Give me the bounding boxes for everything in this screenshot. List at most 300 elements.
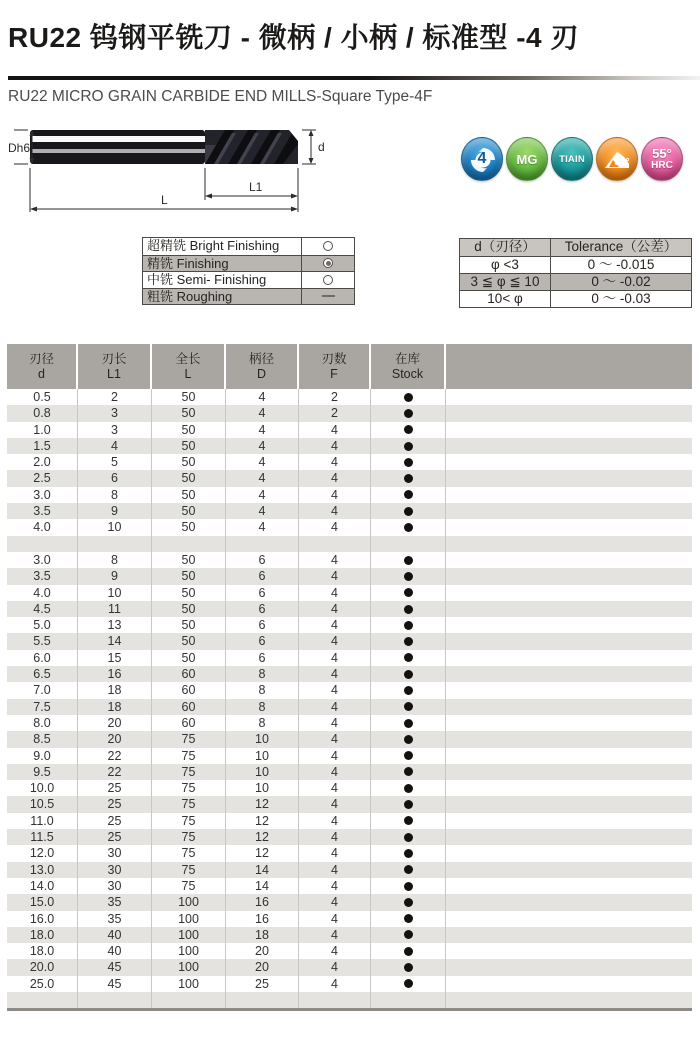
header-en-label: L — [184, 366, 192, 381]
table-row — [7, 633, 692, 649]
spec-cell: 12 — [226, 813, 299, 829]
spec-cell: 50 — [152, 470, 226, 486]
spec-cell: 18 — [78, 699, 152, 715]
spec-cell: 4 — [299, 601, 371, 617]
spec-cell — [446, 845, 692, 861]
spec-cell: 50 — [152, 519, 226, 535]
spec-cell: 50 — [152, 438, 226, 454]
spec-cell: 10 — [78, 519, 152, 535]
spec-cell: 10 — [226, 731, 299, 747]
spec-cell — [371, 796, 446, 812]
spec-cell: 20 — [226, 959, 299, 975]
spec-cell: 4 — [299, 699, 371, 715]
spec-cell: 4 — [299, 650, 371, 666]
table-row — [7, 813, 692, 829]
helix-angle-badge — [596, 137, 638, 181]
spec-cell — [371, 748, 446, 764]
finishing-row — [143, 288, 354, 305]
spec-cell: 75 — [152, 731, 226, 747]
spec-cell: 10 — [78, 585, 152, 601]
spec-cell: 4 — [299, 845, 371, 861]
spec-cell: 75 — [152, 878, 226, 894]
spec-cell — [446, 519, 692, 535]
spec-cell: 50 — [152, 422, 226, 438]
spec-cell: 1.0 — [7, 422, 78, 438]
flute-section — [205, 130, 298, 164]
spec-cell — [446, 682, 692, 698]
spec-cell — [371, 682, 446, 698]
tolerance-table — [459, 238, 692, 308]
spec-cell: 10 — [226, 748, 299, 764]
spec-cell: 75 — [152, 845, 226, 861]
spec-cell: 0.5 — [7, 389, 78, 405]
spec-cell: 6 — [226, 601, 299, 617]
table-row — [7, 959, 692, 975]
spec-cell — [78, 992, 152, 1008]
spec-cell: 5.0 — [7, 617, 78, 633]
spec-cell — [371, 470, 446, 486]
tolerance-header-tolerance: Tolerance（公差） — [550, 239, 691, 256]
spec-cell — [446, 878, 692, 894]
in-stock-dot-icon — [404, 898, 413, 907]
spec-cell: 4 — [299, 519, 371, 535]
spec-cell: 3.5 — [7, 568, 78, 584]
finishing-row — [143, 271, 354, 288]
spec-cell: 60 — [152, 666, 226, 682]
spec-cell — [446, 650, 692, 666]
spec-cell — [446, 862, 692, 878]
spec-cell — [446, 699, 692, 715]
spec-cell: 75 — [152, 780, 226, 796]
spec-cell — [446, 666, 692, 682]
spec-cell: 40 — [78, 927, 152, 943]
tolerance-value: 0 ～ -0.03 — [550, 291, 691, 307]
spec-cell: 3 — [78, 422, 152, 438]
spec-cell: 4 — [299, 764, 371, 780]
spec-cell: 75 — [152, 829, 226, 845]
spec-cell: 4 — [226, 405, 299, 421]
spec-cell — [371, 405, 446, 421]
spec-cell: 4 — [299, 633, 371, 649]
spec-cell: 6 — [226, 552, 299, 568]
spec-cell: 50 — [152, 503, 226, 519]
spec-cell: 20 — [78, 715, 152, 731]
spec-cell: 5 — [78, 454, 152, 470]
spec-cell: 13.0 — [7, 862, 78, 878]
header-en-label: Stock — [391, 366, 424, 381]
tolerance-value: 0 ～ -0.015 — [550, 257, 691, 273]
spec-cell: 4 — [299, 585, 371, 601]
spec-cell: 18.0 — [7, 943, 78, 959]
spec-cell — [446, 780, 692, 796]
spec-cell: 18 — [78, 682, 152, 698]
in-stock-dot-icon — [404, 784, 413, 793]
spec-cell: 2 — [78, 389, 152, 405]
spec-cell: 4 — [226, 422, 299, 438]
spec-cell: 50 — [152, 552, 226, 568]
spec-table — [7, 344, 692, 1011]
in-stock-dot-icon — [404, 767, 413, 776]
spec-cell: 4 — [299, 780, 371, 796]
table-row — [7, 666, 692, 682]
table-row — [7, 894, 692, 910]
spec-cell: 6.0 — [7, 650, 78, 666]
in-stock-dot-icon — [404, 425, 413, 434]
in-stock-dot-icon — [404, 621, 413, 630]
in-stock-dot-icon — [404, 702, 413, 711]
not-available-dash-icon — [322, 295, 335, 297]
hardness-unit-label: HRC — [651, 160, 673, 171]
spec-table-bottom-border — [7, 1008, 692, 1011]
coating-label: TIAIN — [559, 153, 585, 165]
flutes-4-badge — [461, 137, 503, 181]
table-row — [7, 927, 692, 943]
spec-cell: 4.0 — [7, 519, 78, 535]
available-circle-icon — [323, 241, 333, 251]
table-row — [7, 650, 692, 666]
tolerance-header-diameter: d（刃径） — [474, 239, 536, 254]
spec-cell — [371, 438, 446, 454]
helix-angle-label: 35° — [614, 156, 630, 168]
in-stock-dot-icon — [404, 882, 413, 891]
hardness-badge — [641, 137, 683, 181]
spec-cell — [371, 519, 446, 535]
table-row — [7, 405, 692, 421]
spec-cell: 30 — [78, 862, 152, 878]
spec-cell: 100 — [152, 943, 226, 959]
table-row — [7, 764, 692, 780]
spec-cell — [371, 389, 446, 405]
in-stock-dot-icon — [404, 800, 413, 809]
spec-cell — [371, 585, 446, 601]
spec-cell — [371, 862, 446, 878]
spec-cell — [446, 503, 692, 519]
spec-cell: 4 — [299, 862, 371, 878]
spec-cell: 0.8 — [7, 405, 78, 421]
spec-cell: 11 — [78, 601, 152, 617]
shank-body — [30, 130, 205, 164]
spec-cell: 16 — [78, 666, 152, 682]
spec-cell: 4 — [299, 422, 371, 438]
spec-cell — [446, 470, 692, 486]
in-stock-dot-icon — [404, 735, 413, 744]
table-row — [7, 568, 692, 584]
in-stock-dot-icon — [404, 507, 413, 516]
spec-cell: 8 — [78, 552, 152, 568]
overall-length-label: L — [161, 193, 168, 207]
spec-cell: 6 — [226, 617, 299, 633]
spec-cell: 15 — [78, 650, 152, 666]
spec-cell — [371, 927, 446, 943]
spec-cell: 25.0 — [7, 976, 78, 992]
spec-cell — [371, 617, 446, 633]
spec-cell: 75 — [152, 748, 226, 764]
spec-cell: 4.0 — [7, 585, 78, 601]
in-stock-dot-icon — [404, 490, 413, 499]
diameter-range: 3 ≦ φ ≦ 10 — [470, 274, 540, 289]
in-stock-dot-icon — [404, 637, 413, 646]
spec-cell: 35 — [78, 894, 152, 910]
spec-cell: 4.5 — [7, 601, 78, 617]
spec-cell — [299, 992, 371, 1008]
spec-cell: 100 — [152, 959, 226, 975]
in-stock-dot-icon — [404, 816, 413, 825]
spec-cell — [7, 536, 78, 552]
in-stock-dot-icon — [404, 833, 413, 842]
spec-cell — [371, 503, 446, 519]
spec-cell: 8 — [226, 715, 299, 731]
spec-cell — [446, 943, 692, 959]
spec-cell — [446, 552, 692, 568]
finishing-label: 超精铣 Bright Finishing — [147, 238, 280, 253]
in-stock-dot-icon — [404, 474, 413, 483]
spec-header-cell — [226, 344, 299, 389]
spec-cell: 4 — [299, 617, 371, 633]
tolerance-value: 0 ～ -0.02 — [550, 274, 691, 290]
spec-cell: 45 — [78, 976, 152, 992]
finishing-availability-cell — [301, 289, 354, 305]
table-row — [7, 731, 692, 747]
in-stock-dot-icon — [404, 409, 413, 418]
header-en-label: F — [330, 366, 338, 381]
spec-cell: 25 — [78, 813, 152, 829]
spec-cell — [371, 568, 446, 584]
feature-badges — [461, 137, 683, 181]
spec-cell — [371, 601, 446, 617]
in-stock-dot-icon — [404, 458, 413, 467]
spec-cell: 9 — [78, 503, 152, 519]
in-stock-dot-icon — [404, 670, 413, 679]
spec-cell — [446, 389, 692, 405]
spec-cell: 6 — [226, 568, 299, 584]
table-row — [7, 438, 692, 454]
spec-cell: 10 — [226, 764, 299, 780]
spec-cell: 100 — [152, 911, 226, 927]
spec-cell — [371, 764, 446, 780]
table-row — [7, 796, 692, 812]
spec-cell: 50 — [152, 585, 226, 601]
spec-cell — [78, 536, 152, 552]
spec-cell — [371, 666, 446, 682]
finishing-availability-cell — [301, 272, 354, 288]
spec-cell — [371, 943, 446, 959]
spec-cell — [371, 633, 446, 649]
cut-dia-label: d — [318, 140, 325, 154]
spec-cell: 25 — [226, 976, 299, 992]
available-circle-icon — [323, 275, 333, 285]
spec-cell: 20 — [226, 943, 299, 959]
in-stock-dot-icon — [404, 914, 413, 923]
table-row — [7, 943, 692, 959]
spec-cell: 4 — [226, 519, 299, 535]
spec-cell: 15.0 — [7, 894, 78, 910]
spec-cell: 14 — [78, 633, 152, 649]
spec-cell — [446, 796, 692, 812]
table-row — [7, 601, 692, 617]
table-row — [7, 780, 692, 796]
spec-cell — [371, 715, 446, 731]
diameter-range: φ <3 — [491, 257, 519, 272]
spec-cell: 40 — [78, 943, 152, 959]
spec-cell: 18.0 — [7, 927, 78, 943]
inner-dot — [326, 261, 331, 266]
spec-cell: 10.5 — [7, 796, 78, 812]
spec-cell — [446, 829, 692, 845]
spec-cell — [446, 454, 692, 470]
spec-cell: 4 — [226, 454, 299, 470]
spec-cell: 13 — [78, 617, 152, 633]
spec-cell: 75 — [152, 796, 226, 812]
table-row — [7, 470, 692, 486]
in-stock-dot-icon — [404, 686, 413, 695]
header-cn-label: 柄径 — [248, 351, 274, 366]
spec-cell: 16 — [226, 911, 299, 927]
spec-cell: 100 — [152, 927, 226, 943]
table-row — [7, 552, 692, 568]
spec-cell: 18 — [226, 927, 299, 943]
table-row — [7, 487, 692, 503]
spec-cell: 8.0 — [7, 715, 78, 731]
spec-cell: 14 — [226, 862, 299, 878]
spec-cell — [446, 633, 692, 649]
table-row — [7, 682, 692, 698]
spec-cell — [371, 552, 446, 568]
page-subtitle: RU22 MICRO GRAIN CARBIDE END MILLS-Square Type-4F — [8, 88, 433, 105]
in-stock-dot-icon — [404, 751, 413, 760]
spec-cell: 11.5 — [7, 829, 78, 845]
in-stock-dot-icon — [404, 963, 413, 972]
spec-cell: 75 — [152, 862, 226, 878]
spec-cell: 20.0 — [7, 959, 78, 975]
spec-cell — [446, 617, 692, 633]
spec-cell — [7, 992, 78, 1008]
diameter-range: 10< φ — [487, 291, 523, 306]
spec-cell: 6 — [226, 650, 299, 666]
spec-cell — [371, 650, 446, 666]
spec-cell: 2 — [299, 405, 371, 421]
spec-cell: 4 — [299, 911, 371, 927]
spec-cell: 12 — [226, 796, 299, 812]
in-stock-dot-icon — [404, 393, 413, 402]
finishing-label: 中铣 Semi- Finishing — [147, 272, 267, 287]
spec-cell — [371, 780, 446, 796]
spec-cell: 4 — [299, 813, 371, 829]
spec-cell: 4 — [299, 894, 371, 910]
spec-cell: 3 — [78, 405, 152, 421]
micro-grain-badge — [506, 137, 548, 181]
spec-cell — [371, 454, 446, 470]
spec-cell: 6 — [78, 470, 152, 486]
table-row — [7, 585, 692, 601]
spec-cell — [446, 487, 692, 503]
in-stock-dot-icon — [404, 653, 413, 662]
spec-cell — [446, 536, 692, 552]
spec-cell: 4 — [299, 731, 371, 747]
spec-cell — [446, 438, 692, 454]
spec-cell: 22 — [78, 748, 152, 764]
spec-cell: 16.0 — [7, 911, 78, 927]
header-cn-label: 刃数 — [321, 351, 347, 366]
spec-cell: 4 — [299, 666, 371, 682]
shank-dia-label: Dh6 — [8, 141, 31, 155]
spec-cell: 6.5 — [7, 666, 78, 682]
spec-cell — [371, 487, 446, 503]
header-cn-label: 刃径 — [28, 351, 54, 366]
spec-cell — [226, 992, 299, 1008]
spec-cell — [446, 813, 692, 829]
table-row — [7, 911, 692, 927]
spec-cell: 25 — [78, 829, 152, 845]
spec-cell — [446, 911, 692, 927]
spec-cell: 35 — [78, 911, 152, 927]
tolerance-row — [460, 256, 691, 273]
spec-cell — [371, 911, 446, 927]
spec-cell: 75 — [152, 764, 226, 780]
table-row — [7, 715, 692, 731]
spec-cell — [446, 422, 692, 438]
table-row — [7, 617, 692, 633]
finishing-row — [143, 238, 354, 255]
header-en-label: D — [256, 366, 267, 381]
spec-cell: 4 — [299, 878, 371, 894]
spec-cell — [371, 536, 446, 552]
spec-cell: 25 — [78, 780, 152, 796]
table-row — [7, 422, 692, 438]
spec-cell — [371, 829, 446, 845]
spec-cell: 100 — [152, 894, 226, 910]
spacer-row — [7, 992, 692, 1008]
spec-cell — [446, 894, 692, 910]
spec-cell: 50 — [152, 650, 226, 666]
spec-header-cell — [78, 344, 152, 389]
spec-table-header — [7, 344, 692, 389]
spec-cell — [371, 731, 446, 747]
hardness-degree-label: 55° — [652, 146, 672, 161]
spec-cell: 14 — [226, 878, 299, 894]
spec-cell: 8 — [78, 487, 152, 503]
in-stock-dot-icon — [404, 442, 413, 451]
spec-cell: 25 — [78, 796, 152, 812]
header-cn-label: 全长 — [175, 351, 201, 366]
spec-header-cell — [299, 344, 371, 389]
spec-cell — [371, 992, 446, 1008]
spec-cell: 10 — [226, 780, 299, 796]
finishing-availability-cell — [301, 238, 354, 255]
tolerance-row — [460, 290, 691, 307]
spec-cell: 4 — [299, 796, 371, 812]
spec-cell: 4 — [226, 438, 299, 454]
in-stock-dot-icon — [404, 523, 413, 532]
spec-cell: 4 — [299, 470, 371, 486]
spec-cell: 4 — [299, 976, 371, 992]
table-row — [7, 878, 692, 894]
in-stock-dot-icon — [404, 605, 413, 614]
spec-cell — [446, 731, 692, 747]
spec-cell: 60 — [152, 715, 226, 731]
spec-cell: 4 — [299, 748, 371, 764]
spec-cell — [446, 585, 692, 601]
spec-cell: 3.0 — [7, 487, 78, 503]
header-cn-label: 刃长 — [101, 351, 127, 366]
spec-cell: 22 — [78, 764, 152, 780]
table-row — [7, 829, 692, 845]
spec-cell: 4 — [226, 503, 299, 519]
in-stock-dot-icon — [404, 719, 413, 728]
spec-cell — [371, 813, 446, 829]
spec-cell — [226, 536, 299, 552]
spec-cell: 50 — [152, 405, 226, 421]
spec-cell: 9.0 — [7, 748, 78, 764]
